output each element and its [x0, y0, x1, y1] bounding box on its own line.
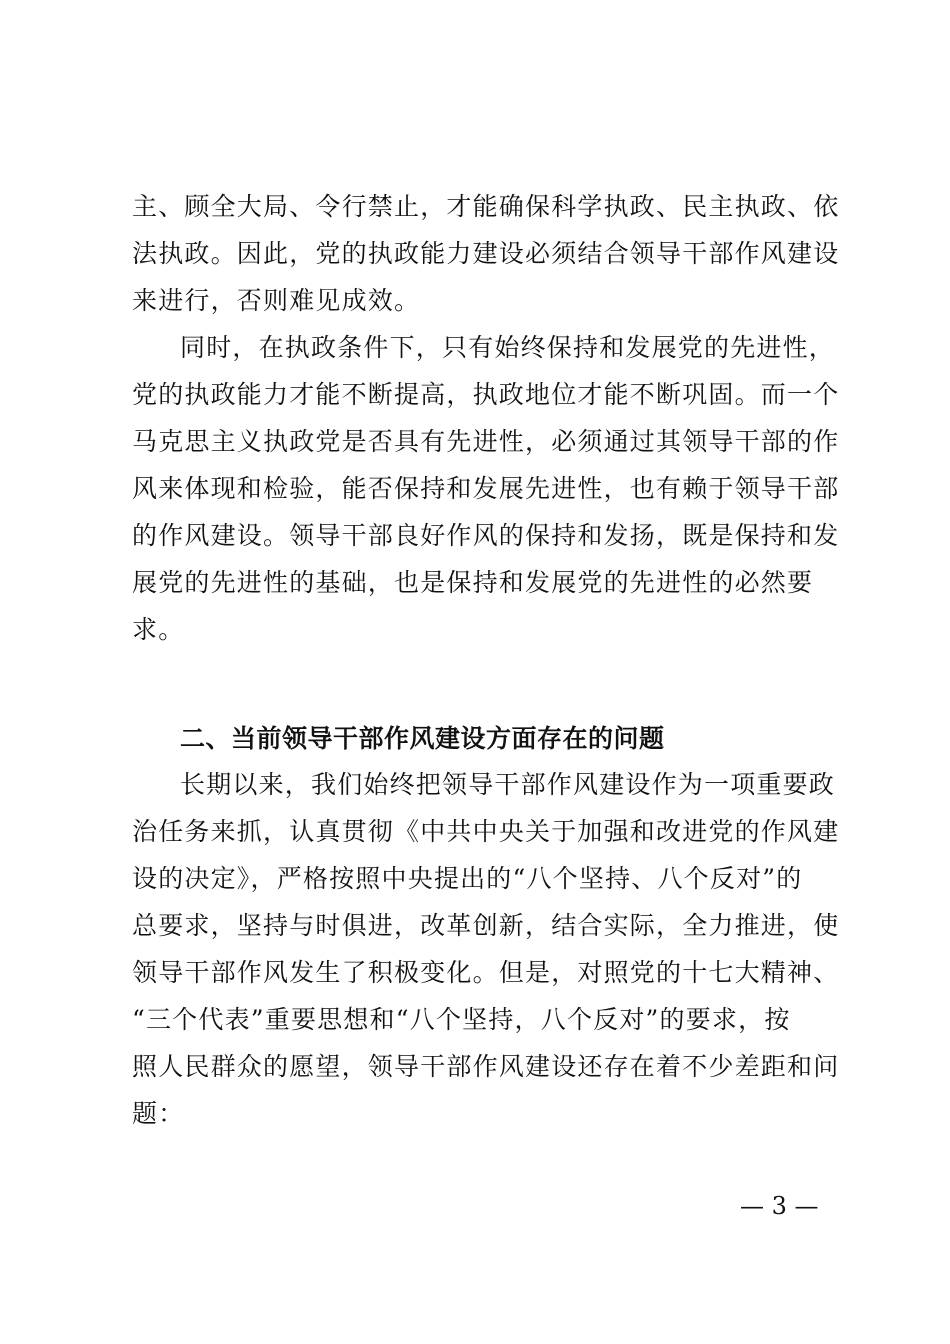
text-line: 展党的先进性的基础，也是保持和发展党的先进性的必然要	[132, 568, 814, 597]
text-line: 总要求，坚持与时俱进，改革创新，结合实际，全力推进，使	[132, 911, 840, 940]
text-line: 设的决定》，严格按照中央提出的“八个坚持、八个反对”的	[132, 864, 803, 893]
text-line: 法执政。因此，党的执政能力建设必须结合领导干部作风建设	[132, 239, 840, 268]
text-line: 马克思主义执政党是否具有先进性，必须通过其领导干部的作	[132, 427, 840, 456]
section-heading: 二、当前领导干部作风建设方面存在的问题	[180, 724, 665, 753]
text-line: 主、顾全大局、令行禁止，才能确保科学执政、民主执政、依	[132, 192, 840, 221]
text-line: 领导干部作风发生了积极变化。但是，对照党的十七大精神、	[132, 958, 840, 987]
text-line: 风来体现和检验，能否保持和发展先进性，也有赖于领导干部	[132, 474, 840, 503]
text-line: 长期以来，我们始终把领导干部作风建设作为一项重要政	[180, 770, 836, 799]
text-line: 来进行，否则难见成效。	[132, 286, 421, 315]
text-line: 求。	[132, 615, 185, 644]
text-line: 治任务来抓，认真贯彻《中共中央关于加强和改进党的作风建	[132, 817, 840, 846]
text-line: 的作风建设。领导干部良好作风的保持和发扬，既是保持和发	[132, 521, 840, 550]
text-line: 题：	[132, 1099, 185, 1128]
text-line: 同时，在执政条件下，只有始终保持和发展党的先进性，	[180, 333, 836, 362]
text-line: 党的执政能力才能不断提高，执政地位才能不断巩固。而一个	[132, 380, 840, 409]
text-line: “三个代表”重要思想和“八个坚持，八个反对”的要求，按	[132, 1005, 791, 1034]
page-number: — 3 —	[740, 1192, 819, 1220]
text-line: 照人民群众的愿望，领导干部作风建设还存在着不少差距和问	[132, 1052, 840, 1081]
